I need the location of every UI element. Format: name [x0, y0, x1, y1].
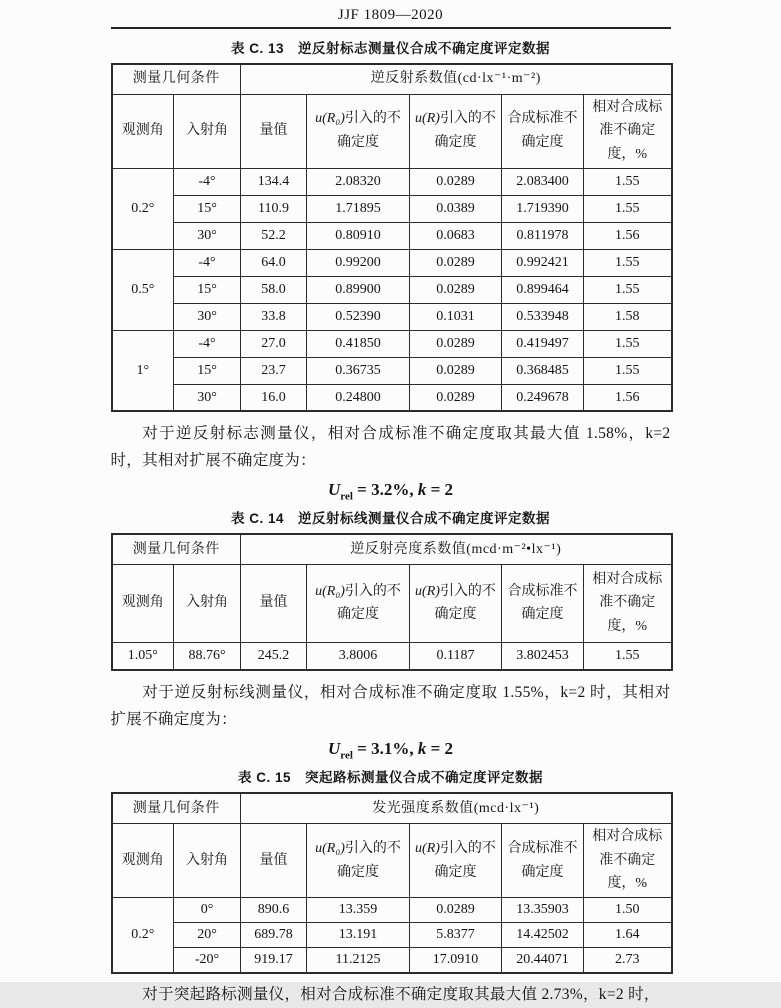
data-cell: 15°	[174, 357, 241, 384]
observation-angle-cell: 0.2°	[112, 898, 174, 973]
data-cell: 13.359	[307, 898, 410, 923]
data-cell: 0.89900	[307, 276, 410, 303]
formula-variable-u: U	[327, 739, 341, 759]
data-cell: 919.17	[241, 948, 307, 973]
data-row	[112, 276, 672, 303]
column-header: 入射角	[174, 94, 241, 168]
data-cell: -20°	[174, 948, 241, 973]
geometry-conditions-header: 测量几何条件	[112, 64, 241, 94]
formula-variable-k: k	[417, 739, 427, 759]
column-header-row	[112, 823, 672, 897]
data-cell: 1.55	[584, 168, 672, 195]
geometry-conditions-header: 测量几何条件	[112, 534, 241, 564]
data-cell: 5.8377	[410, 923, 502, 948]
data-row	[112, 384, 672, 411]
data-cell: 0.80910	[307, 222, 410, 249]
observation-angle-cell: 0.2°	[112, 168, 174, 249]
data-cell: 1.56	[584, 384, 672, 411]
formula-variable-k: k	[417, 480, 427, 500]
data-cell: 88.76°	[174, 642, 241, 670]
page-content	[111, 37, 671, 1008]
data-cell: 0°	[174, 898, 241, 923]
data-cell: 30°	[174, 222, 241, 249]
table-body	[112, 642, 672, 670]
column-header: 合成标准不确定度	[502, 94, 584, 168]
formula-k-value: = 2	[430, 739, 454, 759]
data-row	[112, 357, 672, 384]
data-cell: 1.64	[584, 923, 672, 948]
data-cell: 1.71895	[307, 195, 410, 222]
data-cell: 27.0	[241, 330, 307, 357]
data-cell: 1.50	[584, 898, 672, 923]
table-c13-caption: 表 C. 13 逆反射标志测量仪合成不确定度评定数据	[230, 41, 551, 56]
paragraph-marking-instrument: 对于逆反射标线测量仪，相对合成标准不确定度取 1.55%，k=2 时，其相对扩展不确定度为：	[110, 684, 671, 729]
data-cell: 20°	[174, 923, 241, 948]
formula-variable-u: U	[327, 480, 341, 500]
data-cell: 0.899464	[502, 276, 584, 303]
data-cell: 13.35903	[502, 898, 584, 923]
column-header: 量值	[241, 564, 307, 642]
data-cell: 0.0289	[410, 168, 502, 195]
column-header: 量值	[241, 823, 307, 897]
data-cell: 0.419497	[502, 330, 584, 357]
data-cell: 2.08320	[307, 168, 410, 195]
data-cell: 64.0	[241, 249, 307, 276]
paragraph-road-stud-instrument: 对于突起路标测量仪，相对合成标准不确定度取其最大值 2.73%，k=2 时，	[142, 985, 660, 1003]
data-cell: 0.0289	[410, 330, 502, 357]
data-row	[112, 923, 672, 948]
column-header: u(R₀)引入的不确定度	[307, 564, 410, 642]
column-header: u(R)引入的不确定度	[410, 823, 502, 897]
data-cell: -4°	[174, 168, 241, 195]
column-header: 量值	[241, 94, 307, 168]
data-cell: 15°	[174, 195, 241, 222]
data-cell: 1.58	[584, 303, 672, 330]
data-row	[112, 195, 672, 222]
data-cell: 58.0	[241, 276, 307, 303]
math-symbol: u(R)	[415, 111, 440, 127]
data-cell: 1.55	[584, 357, 672, 384]
data-row	[112, 168, 672, 195]
data-row	[112, 222, 672, 249]
data-cell: 15°	[174, 276, 241, 303]
column-header: u(R)引入的不确定度	[410, 94, 502, 168]
data-cell: 1.719390	[502, 195, 584, 222]
data-row	[112, 249, 672, 276]
math-symbol: u(R₀)	[315, 840, 345, 856]
data-cell: 0.1187	[410, 642, 502, 670]
data-cell: 23.7	[241, 357, 307, 384]
table-header-row	[112, 793, 672, 823]
column-header: u(R₀)引入的不确定度	[307, 94, 410, 168]
column-header-row	[112, 94, 672, 168]
formula-subscript-rel: rel	[340, 749, 353, 762]
column-header: 入射角	[174, 564, 241, 642]
formula-value: = 3.1%,	[357, 739, 414, 759]
data-row	[112, 330, 672, 357]
column-header: 合成标准不确定度	[502, 564, 584, 642]
table-body	[112, 168, 672, 411]
observation-angle-cell: 1°	[112, 330, 174, 411]
data-cell: -4°	[174, 249, 241, 276]
data-row	[112, 303, 672, 330]
data-cell: 110.9	[241, 195, 307, 222]
data-cell: 0.24800	[307, 384, 410, 411]
coefficient-value-header: 发光强度系数值(mcd·lx⁻¹)	[241, 793, 672, 823]
data-cell: 0.36735	[307, 357, 410, 384]
math-symbol: u(R)	[415, 583, 440, 599]
coefficient-value-header: 逆反射系数值(cd·lx⁻¹·m⁻²)	[241, 64, 672, 94]
data-cell: 0.0289	[410, 249, 502, 276]
data-cell: 33.8	[241, 303, 307, 330]
data-cell: 1.55	[584, 330, 672, 357]
column-header: 相对合成标准不确定度，%	[584, 94, 672, 168]
document-number: JJF 1809—2020	[337, 7, 444, 23]
formula-value: = 3.2%,	[357, 480, 414, 500]
data-cell: 17.0910	[410, 948, 502, 973]
data-cell: 30°	[174, 384, 241, 411]
expanded-uncertainty-formula-2	[111, 736, 671, 762]
geometry-conditions-header: 测量几何条件	[112, 793, 241, 823]
table-body	[112, 898, 672, 973]
column-header: 观测角	[112, 564, 174, 642]
data-cell: 1.55	[584, 249, 672, 276]
data-cell: 0.0683	[410, 222, 502, 249]
column-header: 观测角	[112, 94, 174, 168]
data-cell: 134.4	[241, 168, 307, 195]
data-cell: 2.73	[584, 948, 672, 973]
data-cell: 1.55	[584, 642, 672, 670]
data-cell: 3.802453	[502, 642, 584, 670]
data-cell: 0.811978	[502, 222, 584, 249]
data-cell: 0.52390	[307, 303, 410, 330]
data-cell: 1.56	[584, 222, 672, 249]
column-header: 合成标准不确定度	[502, 823, 584, 897]
paragraph-sign-instrument: 对于逆反射标志测量仪，相对合成标准不确定度取其最大值 1.58%，k=2 时，其相对扩展不确定度为：	[110, 425, 671, 470]
table-c15-caption: 表 C. 15 突起路标测量仪合成不确定度评定数据	[237, 770, 544, 786]
column-header: u(R₀)引入的不确定度	[307, 823, 410, 897]
data-cell: 245.2	[241, 642, 307, 670]
data-cell: -4°	[174, 330, 241, 357]
data-cell: 0.0289	[410, 898, 502, 923]
data-cell: 14.42502	[502, 923, 584, 948]
data-cell: 0.0289	[410, 357, 502, 384]
math-symbol: u(R₀)	[315, 111, 345, 127]
data-cell: 11.2125	[307, 948, 410, 973]
data-cell: 0.1031	[410, 303, 502, 330]
data-cell: 30°	[174, 303, 241, 330]
table-c15	[111, 792, 673, 974]
formula-subscript-rel: rel	[340, 490, 353, 503]
header-rule	[111, 27, 671, 29]
column-header: 入射角	[174, 823, 241, 897]
data-cell: 0.0389	[410, 195, 502, 222]
column-header: u(R)引入的不确定度	[410, 564, 502, 642]
table-header-row	[112, 534, 672, 564]
coefficient-value-header: 逆反射亮度系数值(mcd·m⁻²•lx⁻¹)	[241, 534, 672, 564]
data-row	[112, 642, 672, 670]
data-cell: 0.533948	[502, 303, 584, 330]
column-header: 相对合成标准不确定度，%	[584, 564, 672, 642]
data-cell: 0.992421	[502, 249, 584, 276]
data-cell: 2.083400	[502, 168, 584, 195]
column-header: 观测角	[112, 823, 174, 897]
data-cell: 20.44071	[502, 948, 584, 973]
math-symbol: u(R)	[415, 840, 440, 856]
data-cell: 0.0289	[410, 384, 502, 411]
data-cell: 1.55	[584, 195, 672, 222]
data-cell: 3.8006	[307, 642, 410, 670]
data-cell: 16.0	[241, 384, 307, 411]
data-cell: 0.99200	[307, 249, 410, 276]
data-cell: 0.249678	[502, 384, 584, 411]
column-header-row	[112, 564, 672, 642]
observation-angle-cell: 0.5°	[112, 249, 174, 330]
expanded-uncertainty-formula-1	[111, 477, 671, 503]
data-cell: 0.368485	[502, 357, 584, 384]
observation-angle-cell: 1.05°	[112, 642, 174, 670]
data-row	[112, 898, 672, 923]
table-header-row	[112, 64, 672, 94]
data-cell: 890.6	[241, 898, 307, 923]
data-cell: 52.2	[241, 222, 307, 249]
formula-k-value: = 2	[430, 480, 454, 500]
math-symbol: u(R₀)	[315, 583, 345, 599]
table-c13	[111, 63, 673, 412]
data-row	[112, 948, 672, 973]
data-cell: 0.41850	[307, 330, 410, 357]
column-header: 相对合成标准不确定度，%	[584, 823, 672, 897]
data-cell: 0.0289	[410, 276, 502, 303]
table-c14	[111, 533, 673, 671]
table-c14-caption: 表 C. 14 逆反射标线测量仪合成不确定度评定数据	[230, 511, 551, 527]
data-cell: 1.55	[584, 276, 672, 303]
data-cell: 13.191	[307, 923, 410, 948]
data-cell: 689.78	[241, 923, 307, 948]
